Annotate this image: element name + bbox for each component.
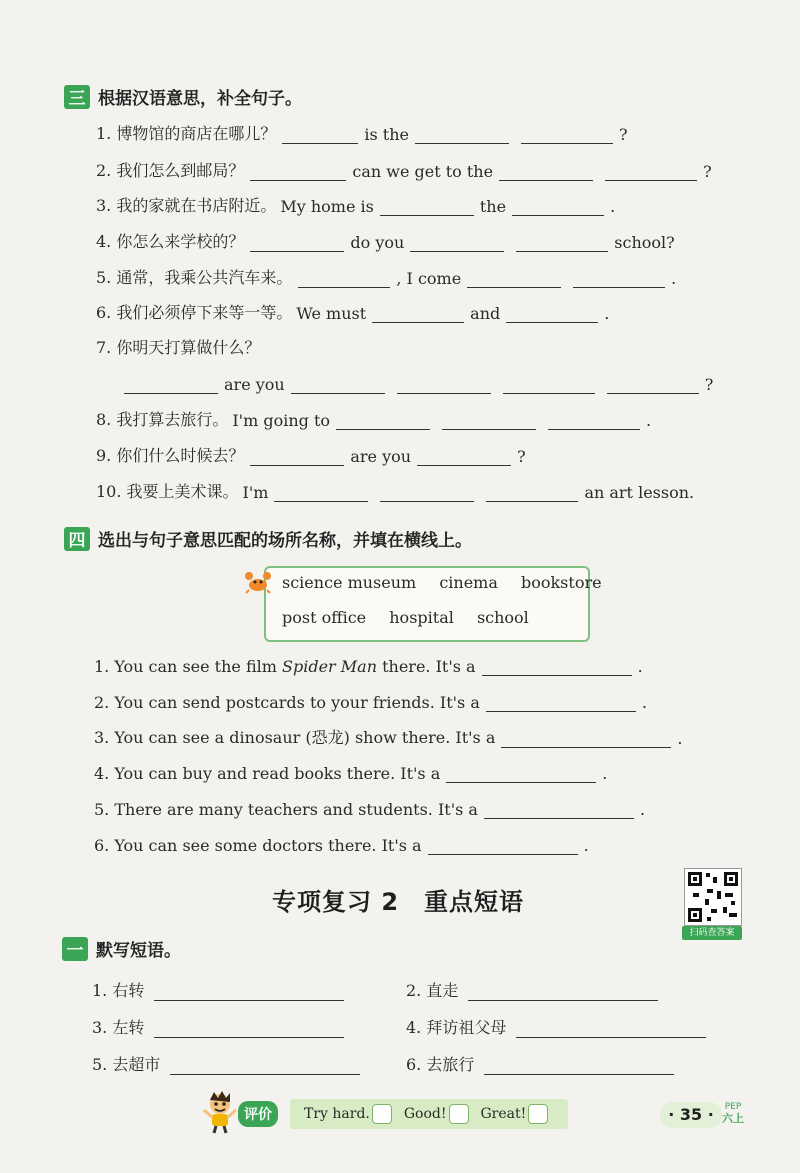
- word-school: school: [476, 608, 529, 627]
- edition-pep: PEP: [724, 1102, 742, 1112]
- crab-icon: [244, 570, 272, 594]
- s3-item-3-end: .: [610, 197, 616, 216]
- s1-item-4: [406, 1012, 712, 1038]
- s3-item-7-cn-text: 7. 你明天打算做什么？: [96, 338, 261, 357]
- s3-item-9: [96, 440, 526, 466]
- s3-item-2: [96, 155, 712, 181]
- s3-item-1-text: is the: [364, 125, 409, 144]
- s1-item-5-label: 5. 去超市: [92, 1055, 161, 1074]
- s4-item-1-pre: 1. You can see the film: [94, 657, 283, 676]
- s3-item-1-end: ?: [618, 125, 628, 144]
- answer-blank[interactable]: [486, 693, 636, 712]
- answer-blank[interactable]: [573, 269, 665, 288]
- section-1-header: [62, 936, 181, 961]
- rating-try-hard-label: Try hard.: [304, 1106, 370, 1122]
- s3-item-1: [96, 118, 628, 144]
- answer-blank[interactable]: [250, 162, 346, 181]
- s4-item-2-end: .: [641, 693, 647, 712]
- s3-item-2-text: can we get to the: [352, 162, 494, 181]
- word-bank-box: [264, 566, 602, 642]
- s3-item-3: [96, 190, 615, 216]
- s1-item-3-label: 3. 左转: [92, 1018, 145, 1037]
- s3-item-9-text: are you: [350, 447, 412, 466]
- s3-item-5-end: .: [671, 269, 677, 288]
- s4-item-6-end: .: [583, 836, 589, 855]
- word-bank-row-2: [282, 608, 547, 627]
- s1-item-1-label: 1. 右转: [92, 981, 145, 1000]
- s4-item-2-pre: 2. You can send postcards to your friends. It's a: [94, 693, 480, 712]
- answer-blank[interactable]: [124, 375, 218, 394]
- section-4-title: 选出与句子意思匹配的场所名称，并填在横线上。: [98, 531, 472, 551]
- section-4-header: [64, 526, 472, 551]
- answer-blank[interactable]: [503, 375, 595, 394]
- s3-item-5-text: , I come: [396, 269, 462, 288]
- s3-item-3-text: My home is: [280, 197, 374, 216]
- answer-blank[interactable]: [521, 125, 613, 144]
- answer-blank[interactable]: [499, 162, 593, 181]
- rating-great-checkbox[interactable]: [528, 1104, 548, 1124]
- answer-blank[interactable]: [516, 1019, 706, 1038]
- s3-item-1-cn: 1. 博物馆的商店在哪儿？: [96, 124, 277, 143]
- s3-item-10: [96, 476, 694, 502]
- answer-blank[interactable]: [484, 1056, 674, 1075]
- s4-item-4: [94, 757, 607, 783]
- s4-item-2: [94, 686, 647, 712]
- word-bookstore: bookstore: [520, 573, 602, 592]
- s3-item-2-cn: 2. 我们怎么到邮局？: [96, 161, 245, 180]
- s3-item-9-cn: 9. 你们什么时候去？: [96, 446, 245, 465]
- s4-item-5: [94, 793, 645, 819]
- s3-item-6-text2: and: [470, 304, 501, 323]
- rating-good-checkbox[interactable]: [449, 1104, 469, 1124]
- s3-item-4: [96, 226, 675, 252]
- answer-blank[interactable]: [605, 162, 697, 181]
- s1-item-3: [92, 1012, 350, 1038]
- answer-blank[interactable]: [298, 269, 390, 288]
- s3-item-7-cn: [96, 332, 260, 358]
- s4-item-1-post: there. It's a: [377, 657, 476, 676]
- answer-blank[interactable]: [506, 304, 598, 323]
- s4-item-1-end: .: [637, 657, 643, 676]
- word-cinema: cinema: [439, 573, 498, 592]
- section-3-title: 根据汉语意思，补全句子。: [98, 89, 302, 109]
- answer-blank[interactable]: [397, 375, 491, 394]
- s3-item-5: [96, 262, 676, 288]
- answer-blank[interactable]: [417, 447, 511, 466]
- section-3-header: [64, 84, 302, 109]
- s3-item-10-text2: an art lesson.: [584, 483, 695, 502]
- answer-blank[interactable]: [486, 483, 578, 502]
- s4-item-1-film-title: Spider Man: [282, 657, 378, 676]
- word-hospital: hospital: [389, 608, 454, 627]
- page-number: · 35 ·: [660, 1102, 722, 1128]
- s3-item-6-text: We must: [296, 304, 367, 323]
- s3-item-6-end: .: [604, 304, 610, 323]
- s3-item-10-text: I'm: [242, 483, 269, 502]
- s1-item-4-label: 4. 拜访祖父母: [406, 1018, 507, 1037]
- answer-blank[interactable]: [170, 1056, 360, 1075]
- s3-item-4-cn: 4. 你怎么来学校的？: [96, 232, 245, 251]
- s3-item-2-end: ?: [703, 162, 712, 181]
- answer-blank[interactable]: [607, 375, 699, 394]
- section-1-title: 默写短语。: [96, 941, 181, 961]
- s3-item-8-text: I'm going to: [232, 411, 331, 430]
- s3-item-6: [96, 297, 609, 323]
- answer-blank[interactable]: [548, 411, 640, 430]
- s1-item-2-label: 2. 直走: [406, 981, 459, 1000]
- word-science-museum: science museum: [282, 573, 417, 592]
- s4-item-6-pre: 6. You can see some doctors there. It's a: [94, 836, 422, 855]
- answer-blank[interactable]: [415, 125, 509, 144]
- self-rating-bar: [290, 1099, 568, 1129]
- answer-blank[interactable]: [516, 233, 608, 252]
- answer-blank[interactable]: [446, 764, 596, 783]
- answer-blank[interactable]: [482, 657, 632, 676]
- s1-item-1: [92, 975, 350, 1001]
- answer-blank[interactable]: [250, 447, 344, 466]
- answer-blank[interactable]: [501, 729, 671, 748]
- s4-item-4-end: .: [602, 764, 608, 783]
- edition-badge: [722, 1101, 744, 1125]
- review-title: 专项复习 2 重点短语: [272, 888, 525, 916]
- s1-item-5: [92, 1049, 366, 1075]
- answer-blank[interactable]: [468, 982, 658, 1001]
- s3-item-4-text: do you: [350, 233, 405, 252]
- answer-blank[interactable]: [467, 269, 561, 288]
- section-3-number: 三: [64, 85, 90, 109]
- s3-item-6-cn: 6. 我们必须停下来等一等。: [96, 303, 293, 322]
- answer-blank[interactable]: [512, 197, 604, 216]
- rating-good-label: Good!: [403, 1106, 447, 1122]
- answer-blank[interactable]: [442, 411, 536, 430]
- s3-item-7-text: are you: [224, 375, 285, 394]
- s3-item-5-cn: 5. 通常，我乘公共汽车来。: [96, 268, 293, 287]
- s4-item-1: [94, 650, 643, 676]
- s4-item-6: [94, 829, 589, 855]
- answer-blank[interactable]: [154, 1019, 344, 1038]
- answer-blank[interactable]: [291, 375, 385, 394]
- answer-blank[interactable]: [372, 304, 464, 323]
- s3-item-3-text2: the: [479, 197, 507, 216]
- answer-blank[interactable]: [274, 483, 368, 502]
- s3-item-4-text2: school?: [614, 233, 675, 252]
- word-post-office: post office: [282, 608, 367, 627]
- s4-item-3: [94, 722, 682, 748]
- answer-blank[interactable]: [410, 233, 504, 252]
- answer-blank[interactable]: [380, 483, 474, 502]
- s1-item-6-label: 6. 去旅行: [406, 1055, 475, 1074]
- mascot-icon: [200, 1090, 240, 1134]
- answer-blank[interactable]: [282, 125, 358, 144]
- word-bank-row-1: [282, 573, 620, 592]
- answer-blank[interactable]: [250, 233, 344, 252]
- s3-item-9-end: ?: [517, 447, 526, 466]
- s4-item-5-pre: 5. There are many teachers and students. It's a: [94, 800, 478, 819]
- s4-item-5-end: .: [639, 800, 646, 819]
- s1-item-6: [406, 1049, 680, 1075]
- answer-blank[interactable]: [484, 800, 634, 819]
- s3-item-3-cn: 3. 我的家就在书店附近。: [96, 196, 277, 215]
- s4-item-3-end: .: [677, 729, 683, 748]
- s3-item-7-end: ?: [704, 375, 714, 394]
- section-1-number: 一: [62, 937, 88, 961]
- s3-item-8: [96, 404, 651, 430]
- s4-item-4-pre: 4. You can buy and read books there. It's a: [94, 764, 441, 783]
- s3-item-10-cn: 10. 我要上美术课。: [96, 482, 239, 501]
- s1-item-2: [406, 975, 664, 1001]
- edition-grade: 六上: [722, 1112, 744, 1125]
- answer-blank[interactable]: [428, 836, 578, 855]
- rating-great-label: Great!: [480, 1106, 527, 1122]
- rating-label: 评价: [238, 1101, 278, 1127]
- answer-blank[interactable]: [336, 411, 430, 430]
- section-4-number: 四: [64, 527, 90, 551]
- s3-item-8-cn: 8. 我打算去旅行。: [96, 410, 229, 429]
- answer-blank[interactable]: [380, 197, 474, 216]
- rating-try-hard-checkbox[interactable]: [372, 1104, 392, 1124]
- s3-item-7: [118, 368, 713, 394]
- qr-code-icon[interactable]: [684, 868, 742, 926]
- qr-label: 扫码查答案: [682, 926, 742, 940]
- s3-item-8-end: .: [646, 411, 652, 430]
- s4-item-3-pre: 3. You can see a dinosaur (恐龙) show there. It's a: [94, 728, 496, 747]
- answer-blank[interactable]: [154, 982, 344, 1001]
